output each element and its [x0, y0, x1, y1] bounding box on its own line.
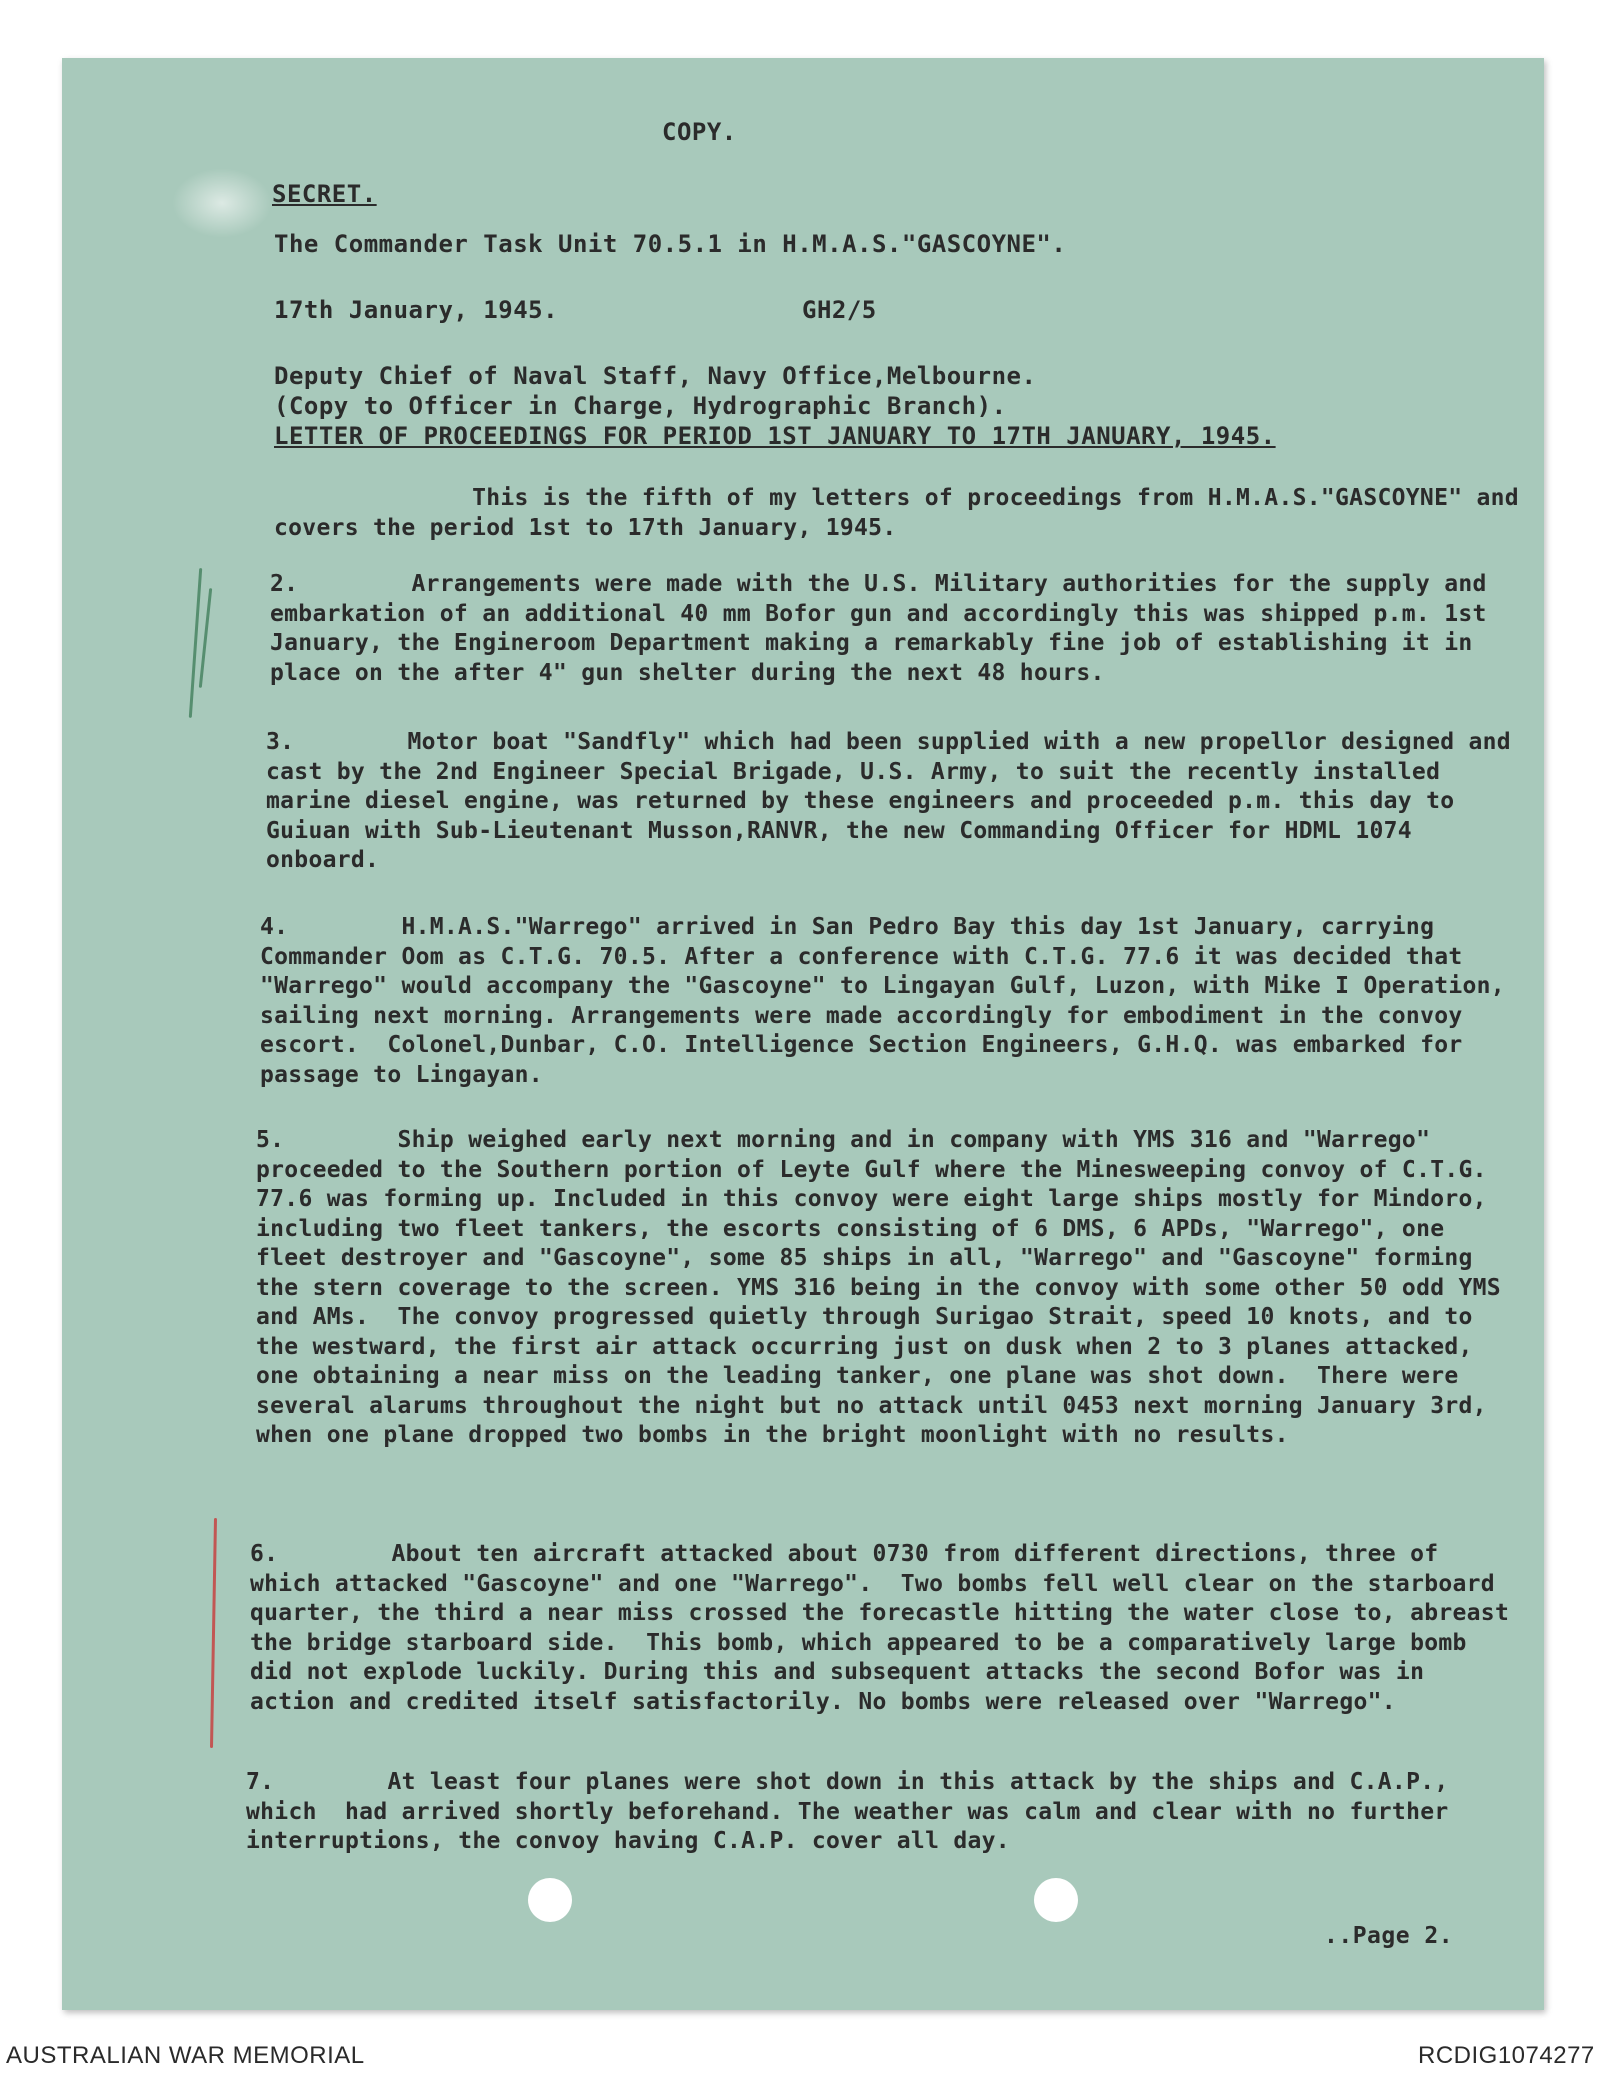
subject-line: LETTER OF PROCEEDINGS FOR PERIOD 1ST JANUARY TO 17TH JANUARY, 1945. [274, 422, 1276, 450]
date-line: 17th January, 1945. [274, 296, 559, 324]
paragraph-4: 4. H.M.A.S."Warrego" arrived in San Pedro Bay this day 1st January, carrying Commander Oom as C.T.G. 70.5. After a conference with C.T.G. 77.6 it was decided that "Warrego" would accompany the "Gascoyne" to Lingayan Gulf, Luzon, with Mike I Operation, sailing next morning. Arrangements were made accordingly for embodiment in the convoy escort. Colonel,Dunbar, C.O. Intelligence Section Engineers, G.H.Q. was embarked for passage to Lingayan. [260, 914, 1520, 1088]
recipient-line: Deputy Chief of Naval Staff, Navy Office,Melbourne. [274, 362, 1037, 390]
reference-number: GH2/5 [802, 296, 877, 324]
paragraph-7: 7. At least four planes were shot down in this attack by the ships and C.A.P., which had arrived shortly beforehand. The weather was calm and clear with no further interruptions, the convoy having C.A.P. cover all day. [246, 1769, 1463, 1854]
page-continuation: ..Page 2. [1324, 1923, 1454, 1949]
margin-mark-green [189, 568, 202, 718]
paragraph-1: This is the fifth of my letters of proceedings from H.M.A.S."GASCOYNE" and covers the period 1st to 17th January, 1945. [274, 485, 1534, 541]
copy-label: COPY. [662, 118, 737, 146]
punch-hole [528, 1878, 572, 1922]
punch-hole [1034, 1878, 1078, 1922]
paragraph-6: 6. About ten aircraft attacked about 0730 from different directions, three of which attacked "Gascoyne" and one "Warrego". Two bombs fell well clear on the starboard quarter, the third a near miss crossed the forecastle hitting the water close to, abreast the bridge starboard side. This bomb, which appeared to be a comparatively large bomb did not explode luckily. During this and subsequent attacks the second Bofor was in action and credited itself satisfactorily. No bombs were released over "Warrego". [250, 1541, 1524, 1715]
margin-mark-green [199, 588, 212, 688]
paragraph-2: 2. Arrangements were made with the U.S. Military authorities for the supply and embarkation of an additional 40 mm Bofor gun and accordingly this was shipped p.m. 1st January, the Engineroom Department making a remarkably fine job of establishing it in place on the after 4" gun shelter during the next 48 hours. [270, 571, 1501, 686]
document-sheet [62, 58, 1544, 2010]
paper-stain [172, 168, 272, 238]
footer-source: AUSTRALIAN WAR MEMORIAL [6, 2042, 365, 2069]
paragraph-3: 3. Motor boat "Sandfly" which had been supplied with a new propellor designed and cast by the 2nd Engineer Special Brigade, U.S. Army, to suit the recently installed marine diesel engine, was returned by these engineers and proceeded p.m. this day to Guiuan with Sub-Lieutenant Musson,RANVR, the new Commanding Officer for HDML 1074 onboard. [266, 729, 1526, 873]
classification-label: SECRET. [272, 180, 377, 208]
sender-line: The Commander Task Unit 70.5.1 in H.M.A.S."GASCOYNE". [274, 230, 1067, 258]
footer-id: RCDIG1074277 [1418, 2042, 1595, 2069]
recipient-copy-line: (Copy to Officer in Charge, Hydrographic Branch). [274, 392, 1007, 420]
paragraph-5: 5. Ship weighed early next morning and in company with YMS 316 and "Warrego" proceeded to the Southern portion of Leyte Gulf where the Minesweeping convoy of C.T.G. 77.6 was forming up. Included in this convoy were eight large ships mostly for Mindoro, including two fleet tankers, the escorts consisting of 6 DMS, 6 APDs, "Warrego", one fleet destroyer and "Gascoyne", some 85 ships in all, "Warrego" and "Gascoyne" forming the stern coverage to the screen. YMS 316 being in the convoy with some other 50 odd YMS and AMs. The convoy progressed quietly through Surigao Strait, speed 10 knots, and to the westward, the first air attack occurring just on dusk when 2 to 3 planes attacked, one obtaining a near miss on the leading tanker, one plane was shot down. There were several alarums throughout the night but no attack until 0453 next morning January 3rd, when one plane dropped two bombs in the bright moonlight with no results. [256, 1127, 1516, 1448]
margin-mark-red [210, 1518, 217, 1748]
